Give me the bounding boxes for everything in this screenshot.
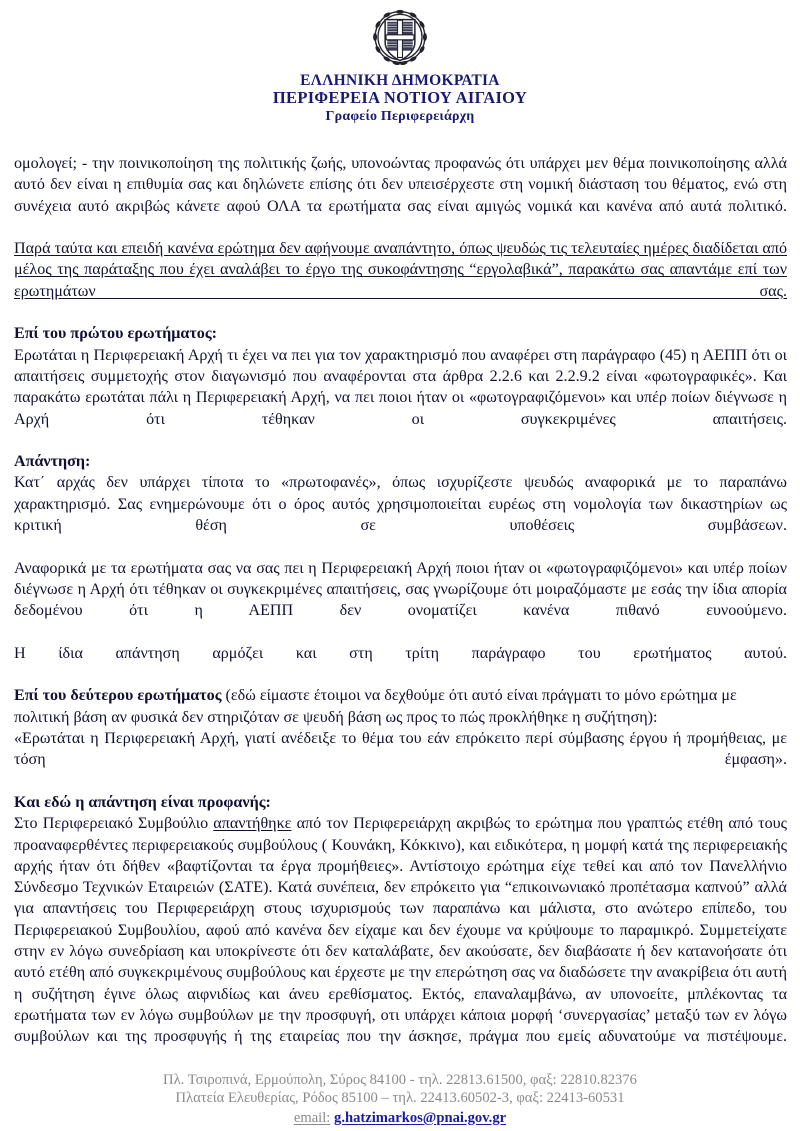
heading-second-question-bold: Επί του δεύτερου ερωτήματος	[14, 687, 222, 705]
org-line-governor-office: Γραφείο Περιφερειάρχη	[325, 108, 475, 124]
paragraph-underlined-statement: Παρά ταύτα και επειδή κανένα ερώτημα δεν αφήνουμε αναπάντητο, όπως ψευδώς τις τελευταίες ημέρες διαδίδεται από μέλος της παράταξης που έχει αναλάβει το έργο της συκοφάντησης “εργολαβικά”, παρακάτω σας απαντάμε επί των ερωτημάτων σας.	[14, 240, 787, 300]
email-label: email:	[293, 1109, 331, 1126]
heading-second-question	[14, 685, 787, 728]
footer-address-syros: Πλ. Τσιροπινά, Ερμούπολη, Σύρος 84100 - τηλ. 22813.61500, φαξ: 22810.82376	[163, 1071, 637, 1088]
paragraph-first-question: Ερωτάται η Περιφερειακή Αρχή τι έχει να πει για τον χαρακτηρισμό που αναφέρει στη παράγραφο (45) η ΑΕΠΠ ότι οι απαιτήσεις συμμετοχής στον διαγωνισμό που αναφέρονται στα άρθρα 2.2.6 και 2.2.9.2 είναι «φωτογραφικές». Και παρακάτω ερωτάται πάλι η Περιφερειακή Αρχή, να πει ποιοι ήταν οι «φωτογραφιζόμενοι» και υπέρ ποίων διέγνωσε η Αρχή ότι τέθηκαν οι συγκεκριμένες απαιτήσεις.	[14, 346, 787, 428]
heading-second-question-note: (εδώ είμαστε έτοιμοι να δεχθούμε ότι αυτό είναι πράγματι το μόνο ερώτημα με πολιτική βάση αν φυσικά δεν στηριζόταν σε ψευδή βάση ως προς το πώς προκλήθηκε η συζήτηση):	[14, 687, 737, 726]
paragraph-answer-part3: Η ίδια απάντηση αρμόζει και στη τρίτη παράγραφο του ερωτήματος αυτού.	[14, 644, 787, 662]
paragraph-second-question-quote: «Ερωτάται η Περιφερειακή Αρχή, γιατί ανέδειξε το θέμα του εάν επρόκειτο περί σύμβασης έργου ή προμήθειας, με τόση έμφαση».	[14, 730, 787, 769]
heading-answer: Απάντηση:	[14, 453, 91, 471]
paragraph-answer-part2: Αναφορικά με τα ερωτήματα σας να σας πει η Περιφερειακή Αρχή ποιοι ήταν οι «φωτογραφιζόμενοι» και υπέρ ποίων διέγνωσε η Αρχή ότι τέθηκαν οι συγκεκριμένες απαιτήσεις, σας γνωρίζουμε ότι μοιραζόμαστε με εσάς την ίδια απορία δεδομένου ότι η ΑΕΠΠ δεν ονοματίζει κανένα πιθανό ευνοούμενο.	[14, 559, 787, 620]
final-answer-text-a: Στο Περιφερειακό Συμβούλιο	[14, 815, 214, 833]
final-answer-underlined-word: απαντήθηκε	[213, 815, 292, 833]
document-header	[0, 0, 800, 125]
document-body	[14, 153, 787, 1069]
greek-coat-of-arms-icon	[369, 6, 431, 68]
email-address-link[interactable]: g.hatzimarkos@pnai.gov.gr	[334, 1109, 507, 1126]
final-answer-text-b: από τον Περιφερειάρχη ακριβώς το ερώτημα που γραπτώς ετέθη από τους προαναφερθέντες περιφερειακούς συμβούλους ( Κουνάκη, Κόκκινο), και ειδικότερα, η μομφή κατά της περιφερειακής αρχής ήταν ότι δήθεν «βαφτίζονται τα έργα προμήθειες». Αντίστοιχο ερώτημα είχε τεθεί και από τον Πανελλήνιο Σύνδεσμο Τεχνικών Εταιρειών (ΣΑΤΕ). Κατά συνέπεια, δεν επρόκειτο για “επικοινωνιακό προπέτασμα καπνού” αλλά για απαντήσεις του Περιφερειάρχη στους ισχυρισμούς των παραπάνω και μάλιστα, στο ανώτερο επίπεδο, του Περιφερειακού Συμβουλίου, αφού από κανένα δεν είχαμε και δεν έχουμε να κρύψουμε το παραμικρό. Συμμετείχατε στην εν λόγω συνεδρίαση και υποκρίνεστε ότι δεν καταλάβατε, δεν ακούσατε, δεν διαβάσατε ή δεν κατανοήσατε ότι αυτό ετέθη από συγκεκριμένους συμβούλους και έρχεστε με την επερώτηση σας να διαδώσετε την ανακρίβεια ότι αυτή η συζήτηση έγινε όλως αιφνιδίως και άνευ ερεθίσματος. Εκτός, επαναλαμβάνω, αν υπονοείτε, μπλέκοντας τα ερωτήματα των εν λόγω συμβούλων με την προσφυγή, οτι υπάρχει κάποια μορφή ‘συνεργασίας’ μεταξύ των εν λόγω συμβούλων και της προσφυγής ή της εταιρείας που την άσκησε, πράγμα που εμείς αδυνατούμε να πιστέψουμε.	[14, 815, 787, 1046]
paragraph-answer-part1: Κατ΄ αρχάς δεν υπάρχει τίποτα το «πρωτοφανές», όπως ισχυρίζεστε ψευδώς αναφορικά με το παραπάνω χαρακτηρισμό. Σας ενημερώνουμε ότι ο όρος αυτός χρησιμοποιείται ευρέως στη νομολογία των δικαστηρίων ως κριτική θέση σε υποθέσεις συμβάσεων.	[14, 474, 787, 535]
document-footer	[0, 1071, 800, 1128]
org-line-hellenic-republic: ΕΛΛΗΝΙΚΗ ΔΗΜΟΚΡΑΤΙΑ	[300, 72, 500, 89]
footer-address-rhodes: Πλατεία Ελευθερίας, Ρόδος 85100 – τηλ. 22413.60502-3, φαξ: 22413-60531	[175, 1090, 625, 1106]
paragraph-final-answer	[14, 813, 787, 1069]
heading-obvious-answer: Και εδώ η απάντηση είναι προφανής:	[14, 793, 271, 811]
heading-first-question: Επί του πρώτου ερωτήματος:	[14, 325, 217, 343]
footer-email-row	[0, 1109, 800, 1128]
paragraph-intro: ομολογεί; - την ποινικοποίηση της πολιτικής ζωής, υπονοώντας προφανώς ότι υπάρχει μεν θέμα ποινικοποίησης αλλά αυτό δεν είναι η επιθυμία σας και δηλώνετε επίσης ότι δεν υπεισέρχεστε στη νομική διάσταση του θέματος, ενώ στη συνέχεια αυτό ακριβώς κάνετε αφού ΟΛΑ τα ερωτήματα σας είναι αμιγώς νομικά και κανένα από αυτά πολιτικό.	[14, 155, 787, 215]
org-line-region-south-aegean: ΠΕΡΙΦΕΡΕΙΑ ΝΟΤΙΟΥ ΑΙΓΑΙΟΥ	[272, 88, 528, 108]
organization-titles	[0, 72, 800, 125]
